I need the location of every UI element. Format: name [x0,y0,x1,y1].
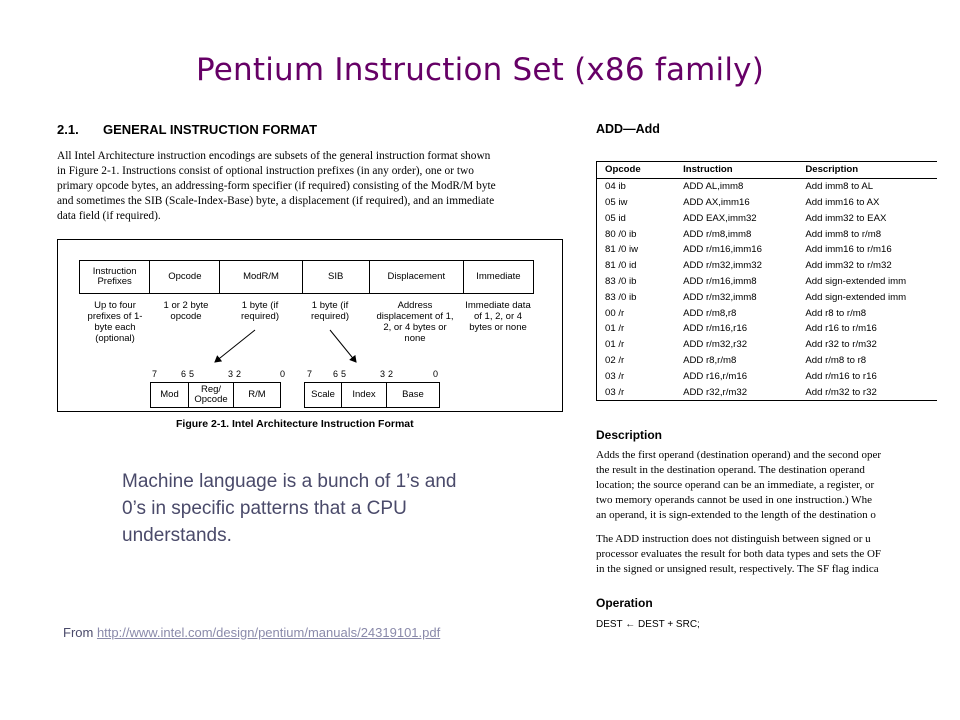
section-number: 2.1. [57,122,79,137]
modrm-mod: Mod [160,389,179,400]
field-modrm: ModR/M [219,261,301,293]
description-cell: Add imm8 to r/m8 [805,228,882,240]
instruction-cell: ADD r/m16,r16 [683,323,748,335]
description-cell: Add imm32 to r/m32 [805,260,892,272]
description-line: an operand, it is sign-extended to the length of the destination o [596,509,876,521]
description-cell: Add imm32 to EAX [805,212,887,224]
column-header: Description [805,164,859,176]
opcode-cell: 02 /r [605,354,625,366]
sib-bit: 0 [433,369,439,379]
callout-text: Machine language is a bunch of 1’s and 0’s in specific patterns that a CPU understands. [122,471,457,546]
description-cell: Add r/m16 to r16 [805,370,877,382]
description-line: Adds the first operand (destination operand) and the second oper [596,449,881,461]
table-row [597,226,937,242]
opcode-table [596,161,937,401]
table-row [597,305,937,321]
instruction-cell: ADD AX,imm16 [683,196,750,208]
description-cell: Add r32 to r/m32 [805,339,877,351]
sib-bit: 5 [341,369,347,379]
instruction-cell: ADD EAX,imm32 [683,212,757,224]
field-sib: SIB [302,261,369,293]
description-cell: Add r16 to r/m16 [805,323,877,335]
instruction-cell: ADD r8,r/m8 [683,354,737,366]
modrm-reg-opcode [188,383,233,407]
field-desc-prefixes: Up to four prefixes of 1-byte each (optional) [87,300,143,344]
modrm-arrow [215,330,255,362]
modrm-byte [150,382,281,408]
opcode-cell: 04 ib [605,181,626,193]
instruction-cell: ADD AL,imm8 [683,181,744,193]
opcode-cell: 81 /0 iw [605,244,639,256]
sib-scale: Scale [311,389,335,400]
column-header: Opcode [605,164,641,176]
instruction-cell: ADD r/m32,r32 [683,339,748,351]
sib-bit: 2 [388,369,394,379]
table-row [597,289,937,305]
modrm-bit: 0 [280,369,286,379]
figure-caption: Figure 2-1. Intel Architecture Instruction Format [176,418,414,430]
opcode-cell: 81 /0 id [605,260,637,272]
intro-line: and sometimes the SIB (Scale-Index-Base) byte, a displacement (if required), and an immediate [57,195,495,207]
instruction-cell: ADD r/m32,imm32 [683,260,762,272]
field-desc-modrm: 1 byte (if required) [240,300,280,322]
modrm-rm: R/M [233,383,280,407]
table-row [597,242,937,258]
instruction-cell: ADD r/m16,imm8 [683,275,757,287]
sib-base: Base [386,383,439,407]
section-title: GENERAL INSTRUCTION FORMAT [103,122,318,137]
instruction-cell: ADD r32,r/m32 [683,386,748,398]
table-header [597,162,937,179]
description-paragraph [596,448,932,523]
description-line: two memory operands cannot be used in one instruction.) Whe [596,494,872,506]
instruction-cell: ADD r/m16,imm16 [683,244,762,256]
field-desc-displacement: Address displacement of 1, 2, or 4 bytes or none [376,300,454,344]
operation-text: DEST ← DEST + SRC; [596,619,700,630]
table-row [597,368,937,384]
instruction-cell: ADD r16,r/m16 [683,370,748,382]
opcode-cell: 05 iw [605,196,628,208]
field-label: Instruction Prefixes [92,266,137,287]
opcode-cell: 01 /r [605,323,625,335]
table-row [597,353,937,369]
field-desc-sib: 1 byte (if required) [310,300,350,322]
field-immediate: Immediate [463,261,533,293]
modrm-bit: 3 [228,369,234,379]
table-row [597,337,937,353]
opcode-cell: 80 /0 ib [605,228,637,240]
field-opcode: Opcode [149,261,219,293]
modrm-bit: 2 [236,369,242,379]
table-row [597,210,937,226]
intro-line: in Figure 2-1. Instructions consist of optional instruction prefixes (in any order), one or two [57,165,474,177]
instruction-cell: ADD r/m8,r8 [683,307,737,319]
opcode-cell: 03 /r [605,386,625,398]
intro-line: data field (if required). [57,210,161,222]
opcode-cell: 01 /r [605,339,625,351]
sib-byte [304,382,440,408]
modrm-bit: 7 [152,369,158,379]
source-prefix: From [63,625,97,640]
description-line: processor evaluates the result for both data types and sets the OF [596,548,882,560]
modrm-bit: 6 [181,369,187,379]
intro-line: All Intel Architecture instruction encodings are subsets of the general instruction format shown [57,150,491,162]
table-row [597,321,937,337]
opcode-cell: 00 /r [605,307,625,319]
sib-bit: 7 [307,369,313,379]
instruction-cell: ADD r/m32,imm8 [683,291,757,303]
sib-bit: 6 [333,369,339,379]
field-displacement: Displacement [369,261,463,293]
table-row [597,274,937,290]
description-cell: Add r/m8 to r8 [805,354,867,366]
opcode-cell: 83 /0 ib [605,291,637,303]
operation-heading: Operation [596,596,653,610]
description-paragraph [596,532,932,577]
field-desc-opcode: 1 or 2 byte opcode [163,300,209,322]
table-row [597,258,937,274]
description-cell: Add imm8 to AL [805,181,874,193]
add-title: ADD—Add [596,122,660,136]
description-cell: Add r8 to r/m8 [805,307,867,319]
source-citation [63,625,440,640]
description-cell: Add sign-extended imm [805,291,907,303]
description-cell: Add imm16 to r/m16 [805,244,892,256]
description-cell: Add imm16 to AX [805,196,880,208]
description-line: the result in the destination operand. The destination operand [596,464,865,476]
description-cell: Add sign-extended imm [805,275,907,287]
table-row [597,384,937,400]
field-desc-immediate: Immediate data of 1, 2, or 4 bytes or none [465,300,531,333]
description-line: The ADD instruction does not distinguish between signed or u [596,533,871,545]
description-line: in the signed or unsigned result, respectively. The SF flag indica [596,563,879,575]
description-line: location; the source operand can be an immediate, a register, or [596,479,875,491]
sib-arrow [330,330,356,362]
column-header: Instruction [683,164,733,176]
instruction-cell: ADD r/m8,imm8 [683,228,752,240]
modrm-bit: 5 [189,369,195,379]
table-row [597,195,937,211]
slide-title: Pentium Instruction Set (x86 family) [195,52,764,88]
sib-index: Index [341,383,386,407]
description-body [596,448,932,586]
table-row [597,179,937,195]
opcode-cell: 83 /0 ib [605,275,637,287]
source-link[interactable]: http://www.intel.com/design/pentium/manuals/24319101.pdf [96,625,441,640]
sib-bit: 3 [380,369,386,379]
description-cell: Add r/m32 to r32 [805,386,877,398]
description-heading: Description [596,428,663,442]
intro-line: primary opcode bytes, an addressing-form specifier (if required) consisting of the ModR/M byte [57,180,496,192]
opcode-cell: 05 id [605,212,626,224]
opcode-cell: 03 /r [605,370,625,382]
modrm-reg-label: Reg/ Opcode [194,384,228,405]
